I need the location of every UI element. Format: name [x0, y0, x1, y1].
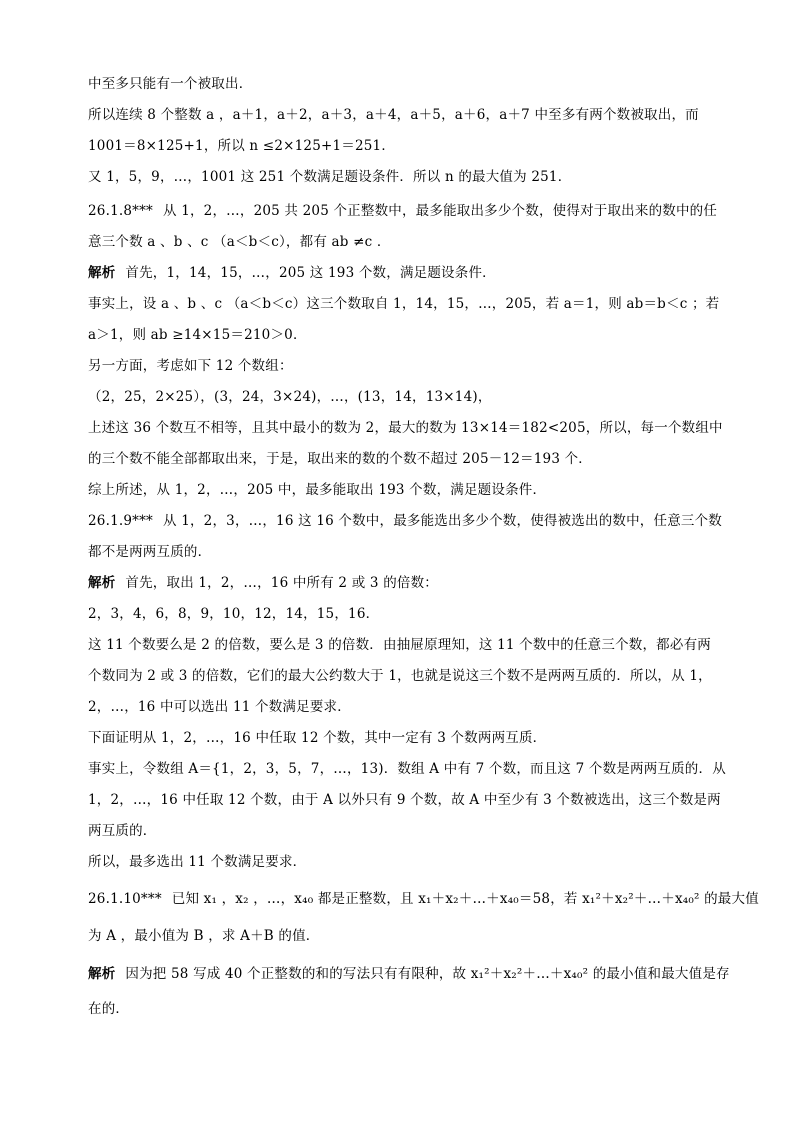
- text-line-12: 上述这 36 个数互不相等，且其中最小的数为 2，最大的数为 13×14＝182<205，所以，每一个数组中: [88, 420, 723, 436]
- text-line-14: 综上所述，从 1，2，…，205 中，最多能取出 193 个数，满足题设条件．: [88, 482, 547, 498]
- text-line-24: 1，2，…，16 中任取 12 个数，由于 A 以外只有 9 个数，故 A 中至少有 3 个数被选出，这三个数是两: [88, 792, 721, 808]
- text-line-4: 又 1，5，9，…，1001 这 251 个数满足题设条件．所以 n 的最大值为 251．: [88, 169, 572, 185]
- text-line-8: 事实上，设 a 、b 、c （a＜b＜c）这三个数取自 1，14，15，…，205，若 a＝1，则 ab＝b＜c ；若: [88, 296, 720, 312]
- problem-26-1-10-line-1: 26.1.10*** 已知 x₁ ，x₂ ，…，x₄₀ 都是正整数，且 x₁＋x₂＋…＋x₄₀＝58，若 x₁²＋x₂²＋…＋x₄₀² 的最大值: [88, 891, 759, 907]
- text-line-30: 在的．: [88, 1001, 130, 1017]
- solution-26-1-9-line-1: 解析 首先，取出 1，2，…，16 中所有 2 或 3 的倍数：: [88, 575, 438, 591]
- problem-26-1-8-line-2: 意三个数 a 、b 、c （a＜b＜c），都有 ab ≠c ．: [88, 234, 391, 250]
- text-line-19: 这 11 个数要么是 2 的倍数，要么是 3 的倍数．由抽屉原理知，这 11 个数中的任意三个数，都必有两: [88, 637, 711, 653]
- solution-26-1-8-line-1: 解析 首先，1，14，15，…，205 这 193 个数，满足题设条件．: [88, 265, 496, 281]
- text-line-11: （2，25，2×25），(3，24，3×24)，…，(13，14，13×14)，: [88, 389, 492, 405]
- text-line-21: 2，…，16 中可以选出 11 个数满足要求．: [88, 699, 351, 715]
- text-line-23: 事实上，令数组 A＝{1，2，3，5，7，…，13)．数组 A 中有 7 个数，而且这 7 个数是两两互质的．从: [88, 761, 726, 777]
- text-line-25: 两互质的．: [88, 823, 157, 839]
- problem-number: 26.1.9***: [88, 513, 153, 529]
- problem-26-1-9-line-1: 26.1.9*** 从 1，2，3，…，16 这 16 个数中，最多能选出多少个数，使得被选出的数中，任意三个数: [88, 513, 722, 529]
- text-line-13: 的三个数不能全部都取出来，于是，取出来的数的个数不超过 205－12＝193 个．: [88, 451, 592, 467]
- solution-label: 解析: [88, 265, 116, 281]
- text-line-18: 2，3，4，6，8，9，10，12，14，15，16．: [88, 606, 380, 622]
- solution-label: 解析: [88, 575, 116, 591]
- text-line-22: 下面证明从 1，2，…，16 中任取 12 个数，其中一定有 3 个数两两互质．: [88, 730, 547, 746]
- problem-26-1-9-line-2: 都不是两两互质的．: [88, 544, 212, 560]
- text-line-9: a＞1，则 ab ≥14×15＝210＞0．: [88, 327, 307, 343]
- text-line-26: 所以，最多选出 11 个数满足要求．: [88, 854, 307, 870]
- text-line-1: 中至多只能有一个被取出．: [88, 76, 253, 92]
- problem-26-1-8-line-1: 26.1.8*** 从 1，2，…，205 共 205 个正整数中，最多能取出多少个数，使得对于取出来的数中的任: [88, 203, 718, 219]
- text-line-2: 所以连续 8 个整数 a ，a＋1，a＋2，a＋3，a＋4，a＋5，a＋6，a＋7 中至多有两个数被取出，而: [88, 107, 699, 123]
- problem-number: 26.1.8***: [88, 203, 153, 219]
- text-line-10: 另一方面，考虑如下 12 个数组：: [88, 358, 293, 374]
- problem-26-1-10-line-2: 为 A ，最小值为 B ，求 A＋B 的值．: [88, 928, 320, 944]
- text-line-20: 个数同为 2 或 3 的倍数，它们的最大公约数大于 1，也就是说这三个数不是两两互质的．所以，从 1，: [88, 668, 712, 684]
- solution-label: 解析: [88, 966, 116, 982]
- solution-26-1-10-line-1: 解析 因为把 58 写成 40 个正整数的和的写法只有有限种，故 x₁²＋x₂²＋…＋x₄₀² 的最小值和最大值是存: [88, 966, 730, 982]
- text-line-3: 1001＝8×125+1，所以 n ≤2×125+1＝251．: [88, 138, 396, 154]
- problem-number: 26.1.10***: [88, 891, 162, 907]
